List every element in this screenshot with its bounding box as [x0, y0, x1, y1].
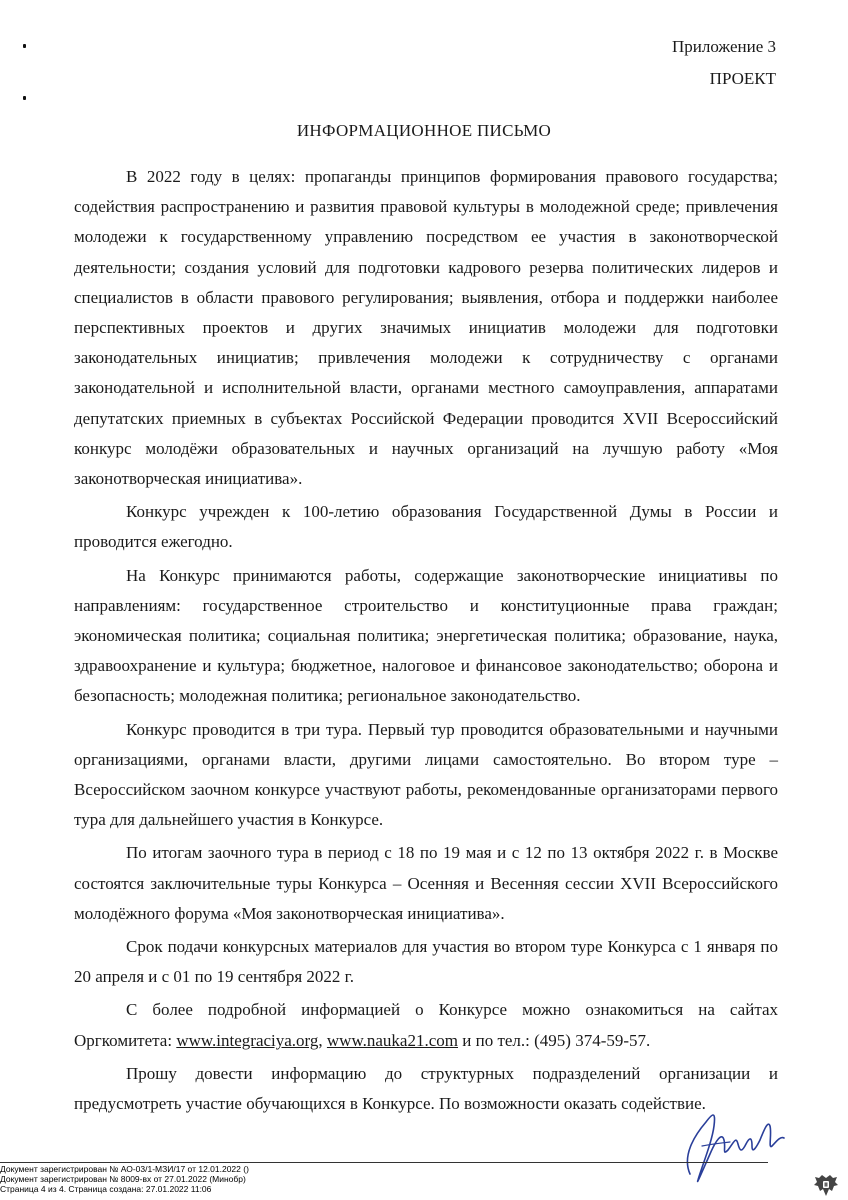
contacts-text: С более подробной информацией о Конкурсе можно ознакомиться на сайтах Оргкомитета:	[74, 1000, 778, 1050]
paragraph-rounds: Конкурс проводится в три тура. Первый тур проводится образовательными и научными организациями, органами власти, другими лицами самостоятельно. Во втором туре – Всероссийском заочном конкурсе участвуют работы, рекомендованные организаторами первого тура для дальнейшего участия в Конкурсе.	[74, 719, 778, 830]
paragraph-final-rounds: По итогам заочного тура в период с 18 по 19 мая и с 12 по 13 октября 2022 г. в Москве состоятся заключительные туры Конкурса – Осенняя и Весенняя сессии XVII Всероссийского молодёжного форума «Моя законотворческая инициатива».	[74, 843, 778, 923]
paragraph-contacts	[74, 995, 778, 1055]
scan-artifact-dot	[23, 96, 26, 100]
registration-divider	[0, 1162, 768, 1163]
letter-body	[74, 162, 778, 1122]
registration-line-2: Документ зарегистрирован № 8009-вх от 27.01.2022 (Минобр)	[0, 1174, 246, 1184]
paragraph-deadlines: Срок подачи конкурсных материалов для участия во втором туре Конкурса с 1 января по 20 апреля и с 01 по 19 сентября 2022 г.	[74, 937, 778, 987]
paragraph-goals: В 2022 году в целях: пропаганды принципов формирования правового государства; содействия распространению и развития правовой культуры в молодежной среде; привлечения молодежи к государственному управлению посредством ее участия в законотворческой деятельности; создания условий для подготовки кадрового резерва политических лидеров и специалистов в области правового регулирования; выявления, отбора и поддержки наиболее перспективных проектов и других значимых инициатив молодежи для подготовки законодательных инициатив; привлечения молодежи к сотрудничеству с органами законодательной и исполнительной власти, органами местного самоуправления, аппаратами депутатских приемных в субъектах Российской Федерации проводится XVII Всероссийский конкурс молодёжи образовательных и научных организаций на лучшую работу «Моя законотворческая инициатива».	[74, 167, 778, 489]
paragraph-closing: Прошу довести информацию до структурных подразделений организации и предусмотреть участие обучающихся в Конкурсе. По возможности оказать содействие.	[74, 1063, 778, 1114]
eagle-emblem-icon	[812, 1172, 840, 1198]
page-title: ИНФОРМАЦИОННОЕ ПИСЬМО	[296, 121, 552, 140]
registration-line-3: Страница 4 из 4. Страница создана: 27.01.2022 11:06	[0, 1184, 212, 1194]
paragraph-founding: Конкурс учрежден к 100-летию образования Государственной Думы в России и проводится ежегодно.	[74, 502, 778, 552]
scan-artifact-dot	[23, 44, 26, 48]
link-nauka21[interactable]: www.nauka21.com	[326, 1030, 458, 1050]
contacts-phone: и по тел.: (495) 374-59-57.	[458, 1030, 651, 1050]
link-integraciya[interactable]: www.integraciya.org	[176, 1030, 319, 1050]
registration-line-1: Документ зарегистрирован № АО-03/1-МЗИ/17 от 12.01.2022 ()	[0, 1164, 249, 1174]
signature-icon	[672, 1096, 792, 1186]
appendix-label: Приложение 3	[672, 37, 776, 56]
paragraph-directions: На Конкурс принимаются работы, содержащие законотворческие инициативы по направлениям: государственное строительство и конституционные права граждан; экономическая политика; социальная политика; энергетическая политика; образование, наука, здравоохранение и культура; бюджетное, налоговое и финансовое законодательство; оборона и безопасность; молодежная политика; региональное законодательство.	[74, 565, 778, 706]
contacts-separator: ,	[318, 1030, 327, 1050]
draft-label: ПРОЕКТ	[709, 69, 776, 88]
registration-stamp	[0, 1164, 249, 1194]
